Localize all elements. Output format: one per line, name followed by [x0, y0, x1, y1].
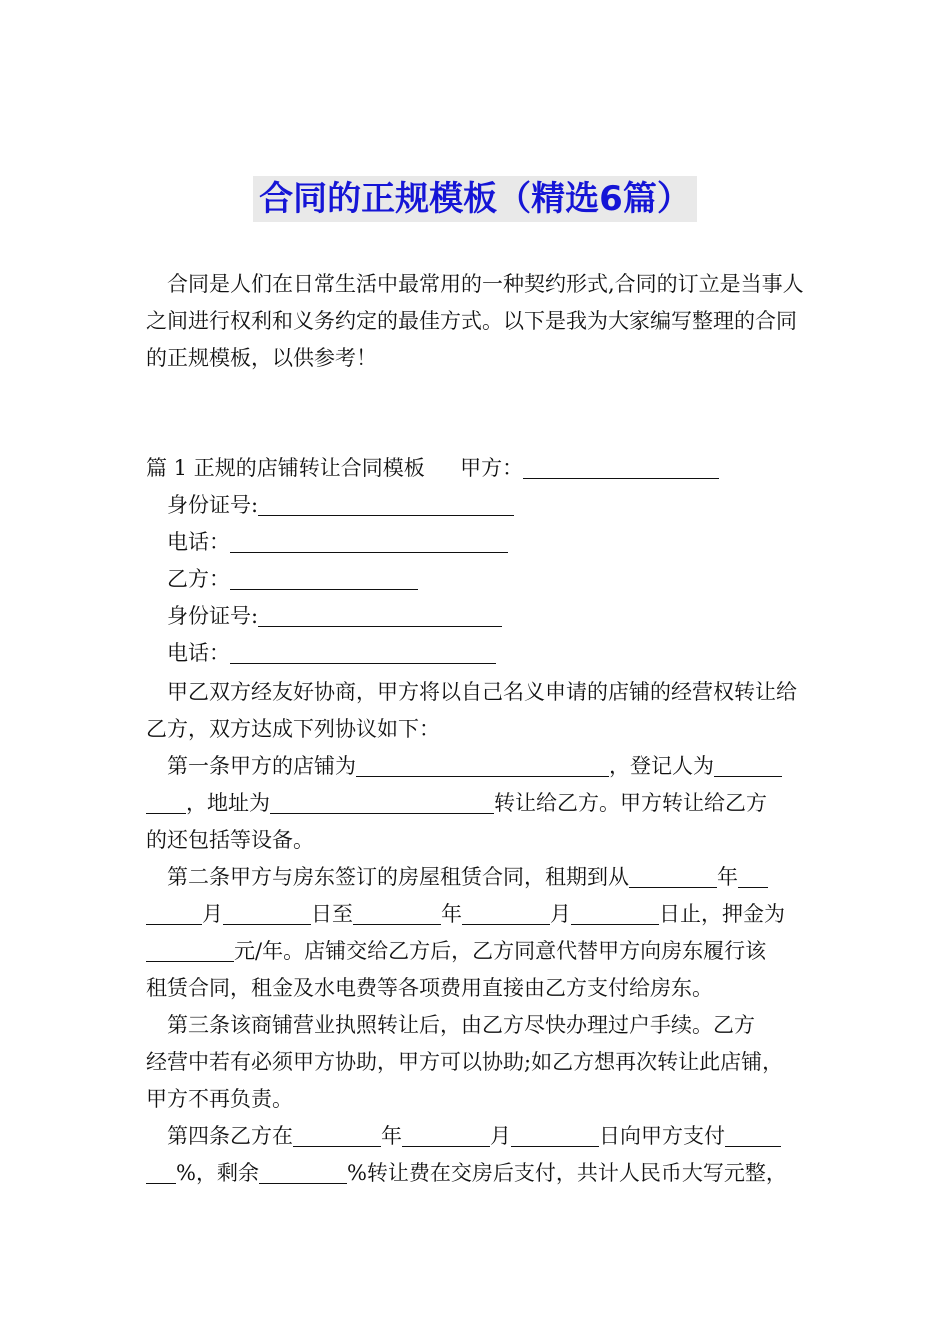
lease-from-year-blank: [629, 861, 717, 888]
pay-pct-blank: [725, 1120, 781, 1147]
clause2-text-yuan: 元/年。店铺交给乙方后，乙方同意代替甲方向房东履行该: [234, 939, 767, 963]
clause1-line1: [167, 748, 782, 785]
clause3-line1: [167, 1007, 755, 1044]
day-end-label: 日止，押金为: [659, 902, 785, 926]
pay-month-label: 月: [490, 1124, 511, 1148]
clause2-line2: [146, 896, 785, 933]
clause1-text-c: ，地址为: [186, 791, 270, 815]
year-label-2: 年: [441, 902, 462, 926]
id-a-line: [167, 487, 514, 524]
lease-to-month-blank: [462, 898, 550, 925]
clause4-text-rest: %转让费在交房后支付，共计人民币大写元整，: [346, 1161, 787, 1185]
clause3-text-2: 经营中若有必须甲方协助，甲方可以协助;如乙方想再次转让此店铺，: [146, 1050, 784, 1074]
party-a-label: 甲方：: [460, 456, 524, 480]
lease-from-day-blank: [223, 898, 311, 925]
clause2-line3: [146, 933, 766, 970]
phone-a-label: 电话：: [167, 530, 230, 554]
year-label: 年: [717, 865, 738, 889]
clause3-text-1: 第三条该商铺营业执照转让后，由乙方尽快办理过户手续。乙方: [167, 1013, 755, 1037]
id-a-label: 身份证号:: [167, 493, 259, 517]
id-b-blank: [258, 600, 502, 627]
party-a-blank: [523, 452, 719, 479]
clause2-text-rest: 租赁合同，租金及水电费等各项费用直接由乙方支付给房东。: [146, 976, 713, 1000]
lease-from-month-blank-cont: [146, 898, 202, 925]
id-b-label: 身份证号:: [167, 604, 259, 628]
clause2-line4: [146, 970, 713, 1007]
deposit-blank: [146, 935, 234, 962]
lease-to-year-blank: [353, 898, 441, 925]
party-b-line: [167, 561, 418, 598]
clause1-line3: [146, 822, 314, 859]
intro-paragraph: 合同是人们在日常生活中最常用的一种契约形式,合同的订立是当事人之间进行权利和义务约定的最佳方式。以下是我为大家编写整理的合同的正规模板，以供参考！: [146, 272, 804, 370]
pay-pct-blank-cont: [146, 1157, 176, 1184]
lease-from-month-blank: [738, 861, 768, 888]
month-label: 月: [202, 902, 223, 926]
clause3-line2: [146, 1044, 783, 1081]
clause2-text-a: 第二条甲方与房东签订的房屋租赁合同，租期到从: [167, 865, 629, 889]
clause4-line1: [167, 1118, 781, 1155]
registrant-blank-cont: [146, 787, 186, 814]
party-b-label: 乙方：: [167, 567, 230, 591]
clause1-text-b: ，登记人为: [609, 754, 714, 778]
pay-day-blank: [511, 1120, 599, 1147]
pay-month-blank: [402, 1120, 490, 1147]
address-blank: [270, 787, 494, 814]
pay-day-label: 日向甲方支付: [599, 1124, 725, 1148]
id-a-blank: [258, 489, 514, 516]
clause4-line2: [146, 1155, 787, 1192]
pay-year-blank: [293, 1120, 381, 1147]
document-title: 合同的正规模板（精选6篇）: [253, 176, 697, 222]
clause3-text-3: 甲方不再负责。: [146, 1087, 293, 1111]
remaining-pct-blank: [259, 1157, 347, 1184]
phone-a-line: [167, 524, 508, 561]
phone-a-blank: [230, 526, 508, 553]
id-b-line: [167, 598, 502, 635]
pay-year-label: 年: [381, 1124, 402, 1148]
clause1-text-a: 第一条甲方的店铺为: [167, 754, 356, 778]
section-heading-line: [146, 450, 719, 487]
clause1-text-d: 转让给乙方。甲方转让给乙方: [494, 791, 767, 815]
preamble-paragraph: 甲乙双方经友好协商，甲方将以自己名义申请的店铺的经营权转让给乙方，双方达成下列协议如下：: [146, 680, 797, 741]
shop-blank: [356, 750, 609, 777]
title-container: [0, 176, 950, 222]
clause1-text-e: 的还包括等设备。: [146, 828, 314, 852]
clause2-line1: [167, 859, 768, 896]
phone-b-line: [167, 635, 496, 672]
month-label-2: 月: [550, 902, 571, 926]
lease-to-day-blank: [571, 898, 659, 925]
clause1-line2: [146, 785, 767, 822]
day-to-label: 日至: [311, 902, 353, 926]
pct-label: %，剩余: [176, 1161, 259, 1185]
phone-b-blank: [230, 637, 496, 664]
party-b-blank: [230, 563, 418, 590]
clause3-line3: [146, 1081, 293, 1118]
registrant-blank: [714, 750, 782, 777]
clause4-text-a: 第四条乙方在: [167, 1124, 293, 1148]
phone-b-label: 电话：: [167, 641, 230, 665]
section-heading: 篇 1 正规的店铺转让合同模板: [146, 456, 425, 480]
